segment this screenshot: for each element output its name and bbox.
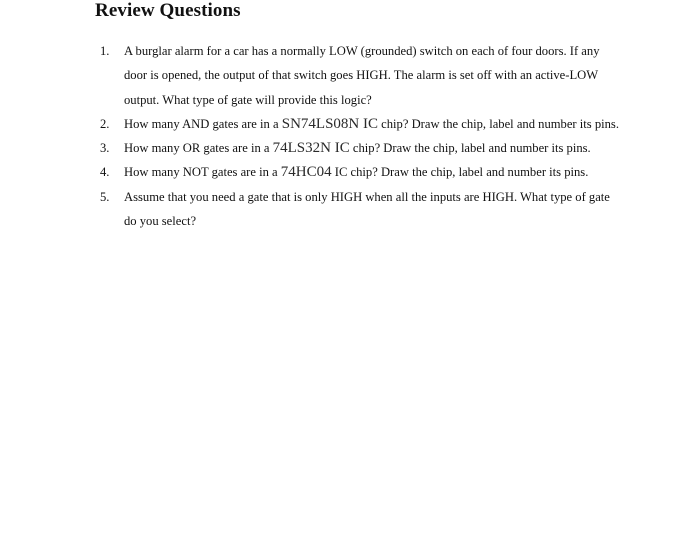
question-number: 4. (100, 165, 110, 180)
question-text: A burglar alarm for a car has a normally LOW (grounded) switch on each of four doors. If any door is opened, the output of that switch goes HIGH. The alarm is set off with an active-LOW output. What type of gate will provide this logic? (124, 44, 600, 107)
question-list (100, 39, 620, 233)
question-item-3 (100, 136, 620, 160)
question-text-before: How many OR gates are in a (124, 141, 273, 156)
question-number: 3. (100, 141, 110, 156)
question-item-1 (100, 39, 620, 112)
question-text-after: IC chip? Draw the chip, label and number its pins. (331, 165, 589, 180)
page-title: Review Questions (95, 0, 241, 21)
chip-part-number: SN74LS08N IC (281, 115, 378, 132)
question-number: 5. (100, 189, 110, 204)
question-number: 1. (100, 44, 110, 58)
question-item-5 (100, 185, 620, 234)
question-item-4 (100, 160, 620, 184)
question-number: 2. (100, 116, 110, 131)
question-text-after: chip? Draw the chip, label and number its pins. (378, 116, 619, 131)
question-item-2 (100, 112, 620, 136)
question-text-after: chip? Draw the chip, label and number its pins. (349, 141, 591, 156)
question-text: Assume that you need a gate that is only HIGH when all the inputs are HIGH. What type of gate do you select? (124, 189, 610, 229)
chip-part-number: 74HC04 (280, 164, 332, 181)
chip-part-number: 74LS32N IC (272, 140, 350, 157)
question-text-before: How many AND gates are in a (124, 116, 282, 131)
question-text-before: How many NOT gates are in a (124, 165, 281, 180)
